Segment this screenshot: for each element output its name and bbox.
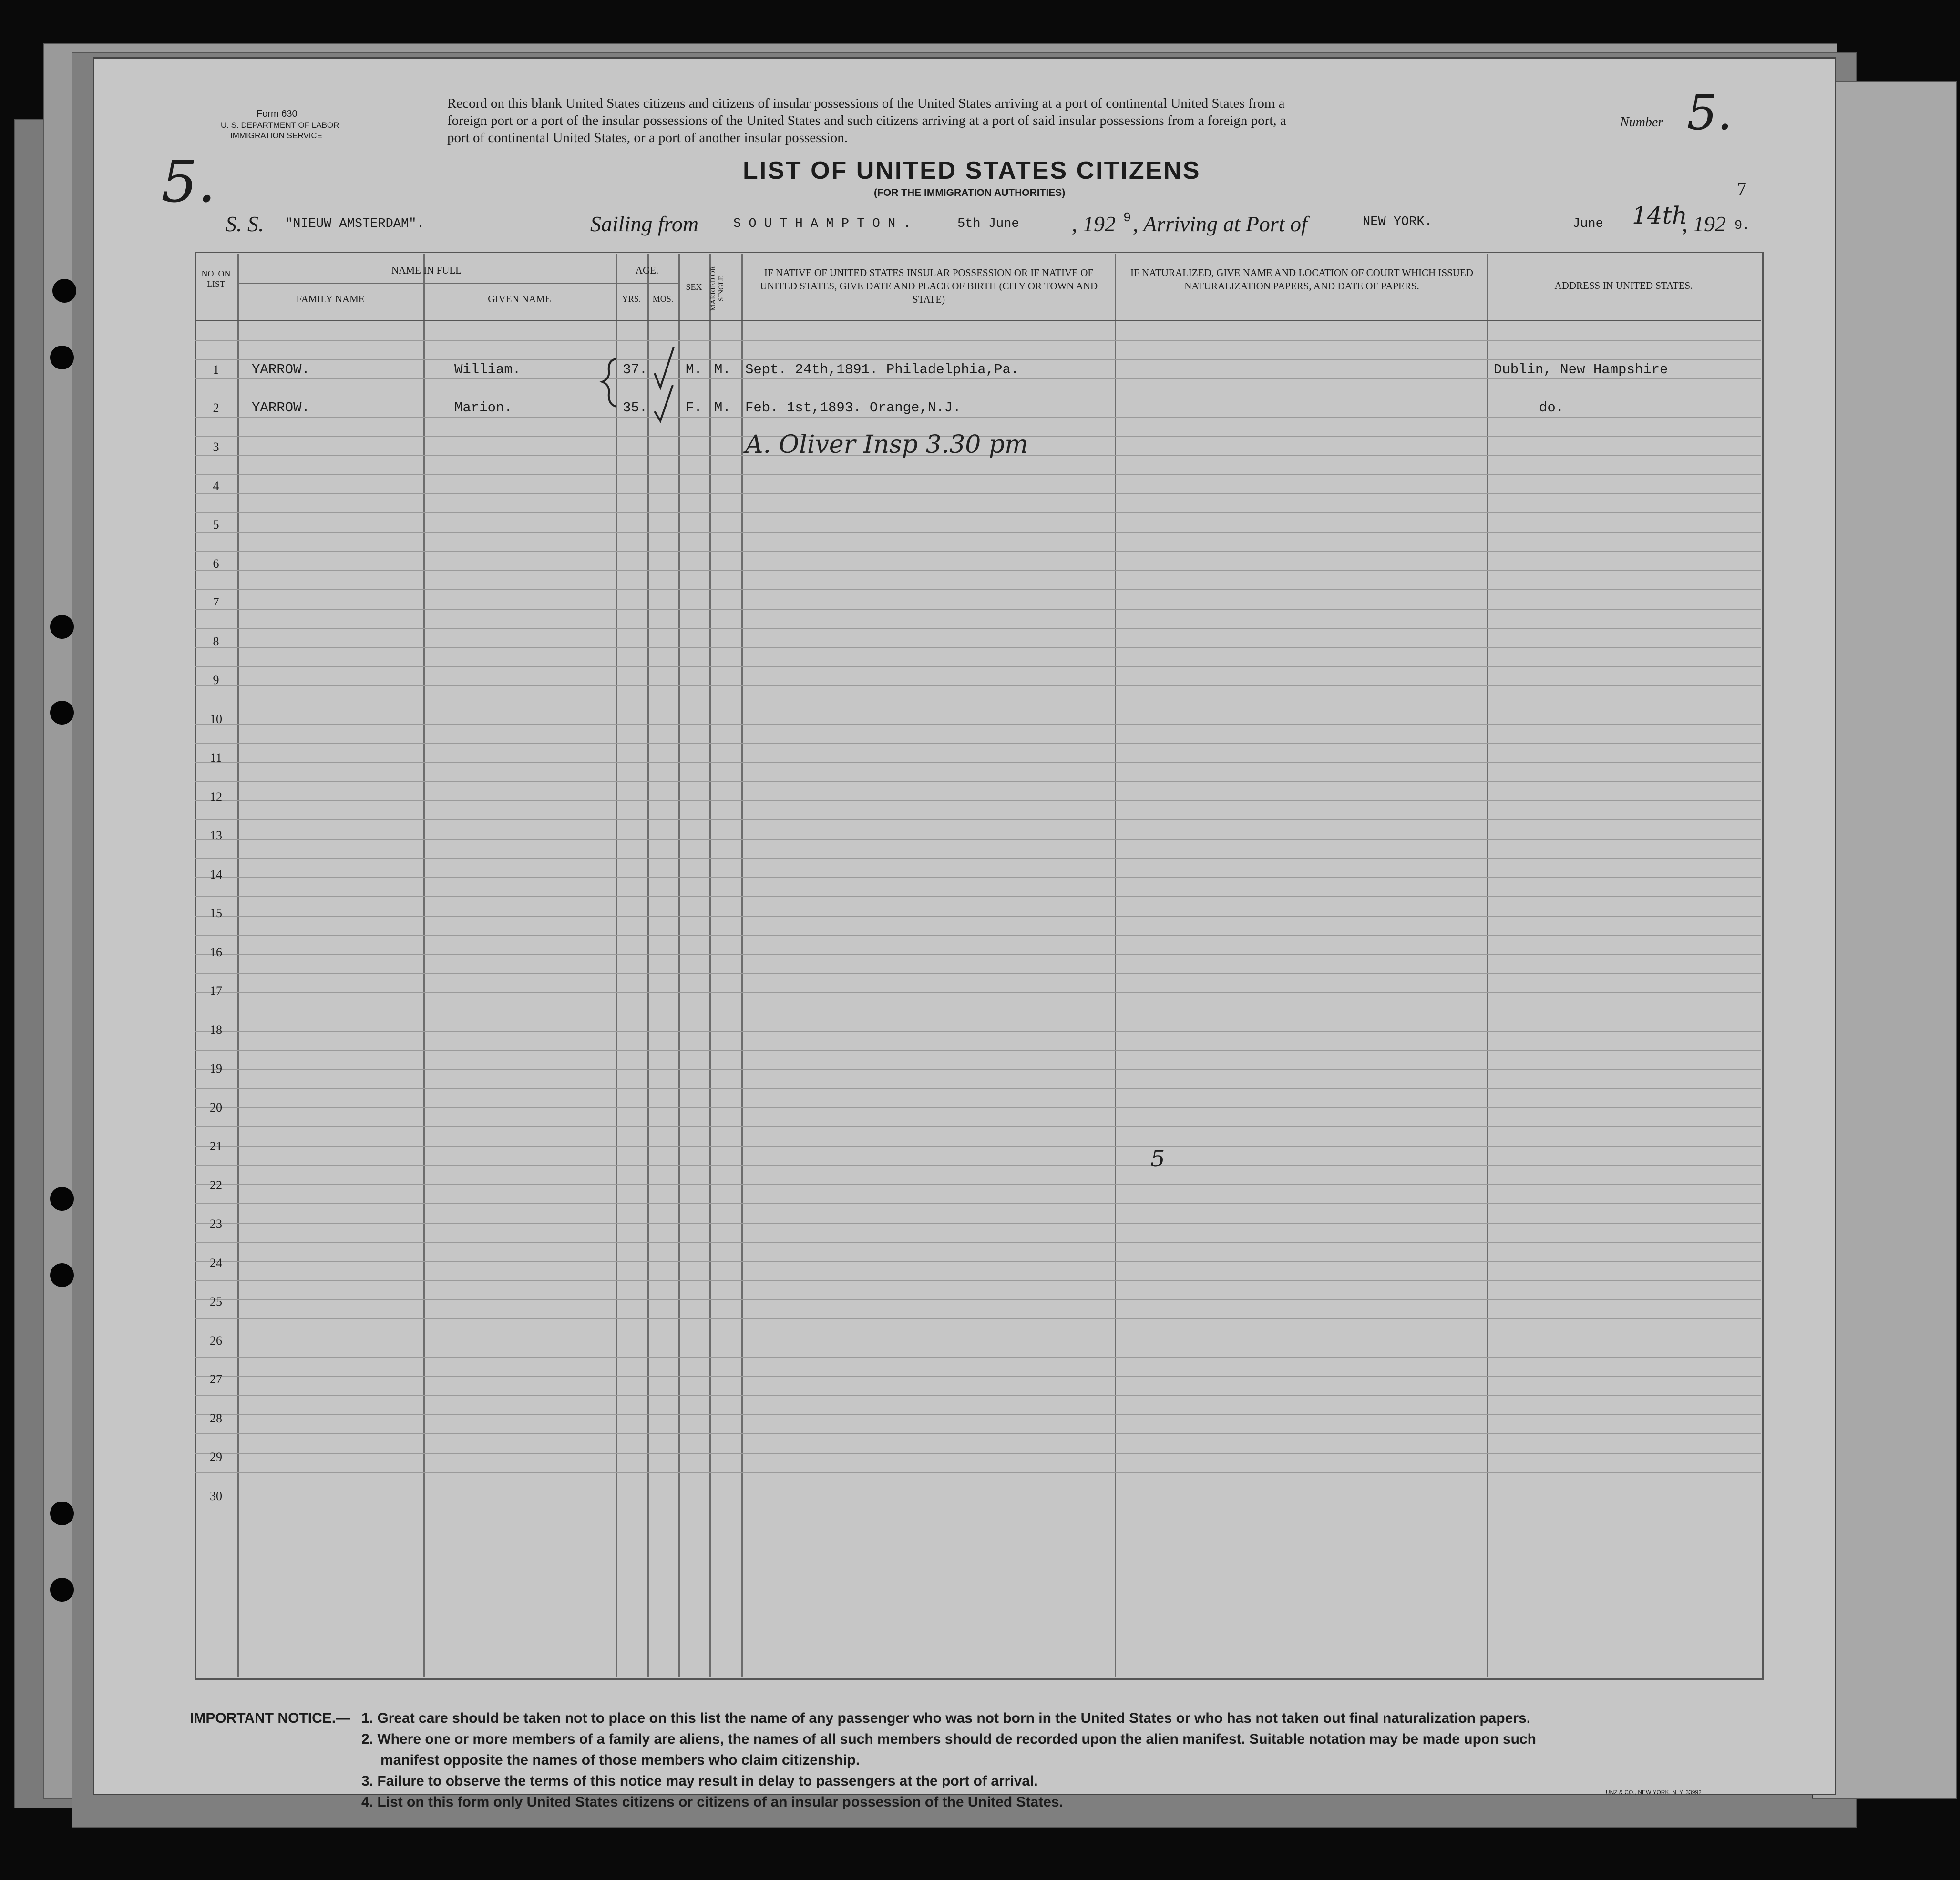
arrival-port: NEW YORK.: [1363, 215, 1432, 229]
notice-label: IMPORTANT NOTICE.—: [190, 1710, 350, 1726]
row-rule: [195, 1242, 1761, 1243]
row-rule: [195, 474, 1761, 475]
instructions-line: foreign port or a port of the insular possessions of the United States and such citizens arriving at a port of said insular possessions from a foreign port, a: [447, 113, 1286, 128]
page-mark: 7: [1737, 178, 1746, 200]
birth-cell: Feb. 1st,1893. Orange,N.J.: [745, 400, 961, 416]
form-number: Form 630: [257, 109, 298, 119]
row-rule: [195, 1203, 1761, 1204]
row-number: 18: [210, 1022, 222, 1037]
header-mos: MOS.: [652, 294, 674, 304]
row-rule: [195, 532, 1761, 533]
row-number: 14: [210, 867, 222, 881]
row-rule: [195, 666, 1761, 667]
row-rule: [195, 1433, 1761, 1434]
inspector-note: A. Oliver Insp 3.30 pm: [745, 430, 1028, 459]
row-number: 7: [213, 595, 219, 609]
row-rule: [195, 800, 1761, 801]
header-address: ADDRESS IN UNITED STATES.: [1554, 280, 1693, 291]
row-number: 26: [210, 1333, 222, 1348]
row-rule: [195, 493, 1761, 494]
row-rule: [195, 417, 1761, 418]
instructions-line: Record on this blank United States citizens and citizens of insular possessions of the United States arriving at a port of continental United States from a: [447, 96, 1285, 111]
family-name-cell: YARROW.: [252, 362, 310, 378]
header-birth: IF NATIVE OF UNITED STATES INSULAR POSSESSION OR IF NATIVE OF UNITED STATES, GIVE DATE AND PLACE OF BIRTH (CITY OR TOWN AND STATE): [759, 267, 1098, 305]
row-number: 21: [210, 1139, 222, 1153]
column-divider: [423, 254, 425, 1677]
ss-label: S. S.: [226, 212, 264, 236]
header-sex: SEX: [686, 282, 702, 292]
family-bracket-and-checkmarks: [597, 349, 688, 426]
form-title: LIST OF UNITED STATES CITIZENS: [743, 157, 1201, 184]
row-number: 9: [213, 673, 219, 687]
row-number: 24: [210, 1256, 222, 1270]
ship-name: "NIEUW AMSTERDAM".: [285, 217, 424, 231]
row-rule: [195, 570, 1761, 571]
row-rule: [195, 1223, 1761, 1224]
row-rule: [195, 858, 1761, 859]
sailing-year-prefix: , 192: [1072, 212, 1116, 236]
sailing-date: 5th June: [957, 217, 1019, 231]
sailing-label: Sailing from: [590, 212, 699, 236]
arriving-label: , Arriving at Port of: [1133, 212, 1307, 236]
married-cell: M.: [714, 400, 731, 416]
row-number: 17: [210, 984, 222, 998]
arrival-year: 9.: [1734, 219, 1750, 233]
row-number: 12: [210, 789, 222, 804]
row-rule: [195, 954, 1761, 955]
header-naturalized: IF NATURALIZED, GIVE NAME AND LOCATION OF COURT WHICH ISSUED NATURALIZATION PAPERS, AND DATE OF PAPERS.: [1130, 267, 1473, 292]
row-rule: [195, 1357, 1761, 1358]
row-number: 23: [210, 1217, 222, 1231]
instructions-line: port of continental United States, or a port of another insular possession.: [447, 130, 848, 145]
row-rule: [195, 512, 1761, 513]
binder-hole: [52, 279, 76, 303]
row-rule: [195, 378, 1761, 379]
arrival-year-prefix: , 192: [1682, 212, 1726, 236]
column-divider: [709, 254, 711, 1677]
number-label: Number: [1620, 115, 1663, 130]
row-number: 5: [213, 518, 219, 531]
row-rule: [195, 628, 1761, 629]
corner-page-number: 5.: [161, 149, 216, 215]
married-cell: M.: [714, 362, 731, 378]
row-number: 11: [210, 751, 222, 765]
binder-hole: [50, 1502, 74, 1525]
notice-item: 3. Failure to observe the terms of this notice may result in delay to passengers at the port of arrival.: [361, 1773, 1038, 1789]
number-value: 5.: [1687, 85, 1733, 141]
row-rule: [195, 1146, 1761, 1147]
age-yrs-cell: 37.: [623, 362, 648, 378]
printer-imprint: UNZ & CO., NEW YORK, N. Y. 33992: [1606, 1789, 1702, 1796]
row-rule: [195, 1184, 1761, 1185]
header-married-or-single: MARRIED OR SINGLE: [709, 266, 725, 311]
row-rule: [195, 1107, 1761, 1108]
header-name-in-full: NAME IN FULL: [391, 265, 462, 276]
form-subtitle: (FOR THE IMMIGRATION AUTHORITIES): [874, 187, 1066, 198]
arrival-day: 14th: [1632, 202, 1687, 229]
row-number: 13: [210, 828, 222, 842]
notice-item: 1. Great care should be taken not to place on this list the name of any passenger who was not born in the United States or who has not taken out final naturalization papers.: [361, 1710, 1531, 1726]
header-age: AGE.: [635, 265, 659, 276]
notice-item: manifest opposite the names of those members who claim citizenship.: [380, 1752, 860, 1768]
row-number: 27: [210, 1372, 222, 1386]
row-rule: [195, 1318, 1761, 1319]
row-number: 19: [210, 1062, 222, 1075]
row-rule: [195, 896, 1761, 897]
age-yrs-cell: 35.: [623, 400, 648, 416]
sex-cell: M.: [686, 362, 702, 378]
row-number: 4: [213, 479, 219, 493]
row-rule: [195, 1414, 1761, 1415]
column-divider: [678, 254, 680, 1677]
row-rule: [195, 781, 1761, 782]
header-given-name: GIVEN NAME: [488, 293, 551, 305]
header-family-name: FAMILY NAME: [296, 293, 365, 305]
binder-hole: [50, 1578, 74, 1602]
center-mark: 5: [1150, 1145, 1165, 1172]
row-number: 16: [210, 945, 222, 959]
family-name-cell: YARROW.: [252, 400, 310, 416]
row-rule: [195, 1376, 1761, 1377]
row-rule: [195, 359, 1761, 360]
manifest-page: [93, 57, 1836, 1810]
row-rule: [195, 819, 1761, 820]
manifest-table-frame: [195, 252, 1764, 1680]
row-rule: [195, 992, 1761, 993]
row-rule: [195, 1299, 1761, 1300]
row-rule: [195, 609, 1761, 610]
row-number: 22: [210, 1178, 222, 1192]
row-number: 2: [213, 401, 219, 415]
header-bottom-rule: [195, 320, 1761, 321]
binder-hole: [50, 615, 74, 639]
binder-hole: [50, 346, 74, 369]
row-rule: [195, 724, 1761, 725]
row-number: 1: [213, 363, 219, 377]
row-number: 10: [210, 712, 222, 726]
row-rule: [195, 1280, 1761, 1281]
row-number: 3: [213, 440, 219, 454]
row-rule: [195, 1395, 1761, 1396]
given-name-cell: Marion.: [454, 400, 513, 416]
row-rule: [195, 1088, 1761, 1089]
row-rule: [195, 1453, 1761, 1454]
row-rule: [195, 685, 1761, 686]
sailing-port: S O U T H A M P T O N .: [733, 217, 911, 231]
binder-hole: [50, 1263, 74, 1287]
column-divider: [741, 254, 743, 1677]
given-name-cell: William.: [454, 362, 521, 378]
row-number: 20: [210, 1100, 222, 1114]
row-number: 8: [213, 634, 219, 648]
header-divider: [237, 283, 616, 284]
row-number: 25: [210, 1295, 222, 1308]
column-divider: [237, 254, 239, 1677]
notice-item: 2. Where one or more members of a family are aliens, the names of all such members should de recorded upon the alien manifest. Suitable notation may be made upon such: [361, 1731, 1536, 1747]
row-rule: [195, 589, 1761, 590]
row-rule: [195, 935, 1761, 936]
row-rule: [195, 1050, 1761, 1051]
service-line: IMMIGRATION SERVICE: [230, 131, 323, 140]
row-rule: [195, 1261, 1761, 1262]
column-divider: [647, 254, 649, 1677]
row-rule: [195, 1031, 1761, 1032]
row-rule: [195, 743, 1761, 744]
header-divider: [616, 283, 678, 284]
row-rule: [195, 973, 1761, 974]
row-rule: [195, 1126, 1761, 1127]
row-rule: [195, 877, 1761, 878]
row-number: 28: [210, 1411, 222, 1425]
binder-hole: [50, 1187, 74, 1211]
binder-hole: [50, 701, 74, 725]
sailing-year: 9: [1123, 211, 1131, 225]
column-divider: [616, 254, 617, 1677]
arrival-month: June: [1572, 217, 1603, 231]
row-rule: [195, 1069, 1761, 1070]
row-rule: [195, 1472, 1761, 1473]
row-rule: [195, 762, 1761, 763]
row-rule: [195, 1165, 1761, 1166]
address-cell: Dublin, New Hampshire: [1494, 362, 1668, 378]
row-rule: [195, 340, 1761, 341]
row-number: 6: [213, 556, 219, 571]
row-number: 15: [210, 906, 222, 920]
row-rule: [195, 647, 1761, 648]
birth-cell: Sept. 24th,1891. Philadelphia,Pa.: [745, 362, 1019, 378]
column-divider: [1115, 254, 1116, 1677]
address-cell: do.: [1539, 400, 1564, 416]
row-number: 30: [210, 1489, 222, 1503]
row-rule: [195, 916, 1761, 917]
column-divider: [1487, 254, 1488, 1677]
notice-item: 4. List on this form only United States citizens or citizens of an insular possession of the United States.: [361, 1794, 1063, 1810]
header-yrs: YRS.: [622, 294, 641, 304]
department-line: U. S. DEPARTMENT OF LABOR: [221, 121, 339, 130]
sex-cell: F.: [686, 400, 702, 416]
row-number: 29: [210, 1450, 222, 1464]
row-rule: [195, 551, 1761, 552]
header-no-on-list: NO. ON LIST: [201, 269, 231, 289]
row-rule: [195, 839, 1761, 840]
